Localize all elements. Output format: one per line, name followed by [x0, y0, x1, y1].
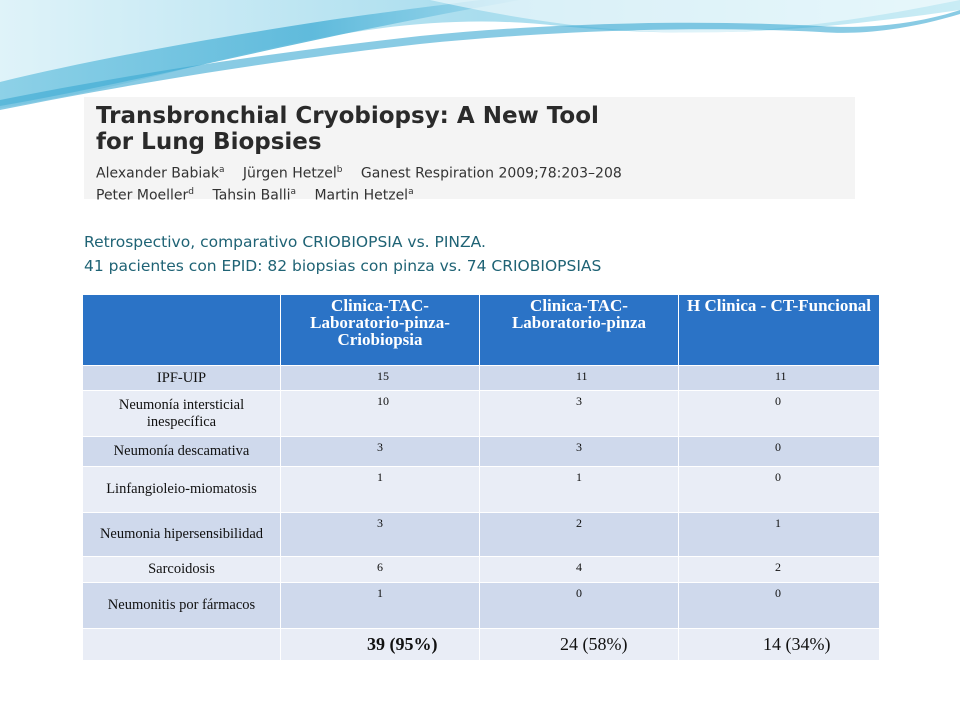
- article-header-image: [84, 97, 855, 204]
- row-label: Neumonía intersticial inespecífica: [83, 391, 281, 437]
- cell-value: 10: [281, 391, 480, 437]
- total-pinza: 24 (58%): [480, 629, 679, 661]
- cell-value: 15: [281, 366, 480, 391]
- table-row: [83, 557, 880, 583]
- row-label: Linfangioleio-miomatosis: [83, 467, 281, 513]
- header-cell-empty: [83, 295, 281, 366]
- cell-value: 2: [679, 557, 880, 583]
- author: Tahsin Balli: [212, 187, 291, 204]
- citation: Respiration 2009;78:203–208: [415, 165, 622, 182]
- row-label: Sarcoidosis: [83, 557, 281, 583]
- cell-value: 1: [281, 467, 480, 513]
- article-authors: Alexander Babiak$^a$ Jürgen Hetzel$^b$ Ganest Respiration 2009;78:203–208 Peter Moeller$^d$ Tahsin Balli$^a$ Martin Hetzel$^a$: [96, 165, 622, 204]
- cell-value: 3: [480, 437, 679, 467]
- cell-value: 1: [281, 583, 480, 629]
- cell-value: 3: [281, 513, 480, 557]
- row-label: Neumonía descamativa: [83, 437, 281, 467]
- table-row: [83, 467, 880, 513]
- cell-value: 1: [679, 513, 880, 557]
- row-label: IPF-UIP: [83, 366, 281, 391]
- header-cell-pinza: Clinica-TAC-Laboratorio-pinza: [480, 295, 679, 366]
- table-row: [83, 513, 880, 557]
- cell-value: 2: [480, 513, 679, 557]
- cell-value: 6: [281, 557, 480, 583]
- author: Ganest: [360, 165, 411, 182]
- study-description: [84, 230, 884, 278]
- row-label: Neumonitis por fármacos: [83, 583, 281, 629]
- author: Martin Hetzel: [314, 187, 409, 204]
- table-row: [83, 391, 880, 437]
- cell-value: 0: [480, 583, 679, 629]
- table-row: [83, 437, 880, 467]
- cell-value: 11: [480, 366, 679, 391]
- cell-value: 4: [480, 557, 679, 583]
- totals-row: [83, 629, 880, 661]
- intro-line-1: Retrospectivo, comparativo CRIOBIOPSIA vs. PINZA.: [84, 233, 486, 251]
- intro-line-2: 41 pacientes con EPID: 82 biopsias con pinza vs. 74 CRIOBIOPSIAS: [84, 257, 602, 275]
- cell-value: 0: [679, 391, 880, 437]
- cell-value: 1: [480, 467, 679, 513]
- author: Alexander Babiak: [96, 165, 219, 182]
- results-table: [82, 294, 880, 661]
- cell-value: 11: [679, 366, 880, 391]
- total-funcional: 14 (34%): [679, 629, 880, 661]
- article-title: Transbronchial Cryobiopsy: A New Tool for Lung Biopsies: [96, 103, 599, 155]
- cell-value: 0: [679, 437, 880, 467]
- row-label: Neumonia hipersensibilidad: [83, 513, 281, 557]
- totals-label-empty: [83, 629, 281, 661]
- header-cell-funcional: H Clinica - CT-Funcional: [679, 295, 880, 366]
- table-row: [83, 583, 880, 629]
- total-criobiopsia: 39 (95%): [281, 629, 480, 661]
- table-row: [83, 366, 880, 391]
- cell-value: 0: [679, 583, 880, 629]
- cell-value: 0: [679, 467, 880, 513]
- cell-value: 3: [281, 437, 480, 467]
- author: Jürgen Hetzel: [242, 165, 337, 182]
- header-cell-criobiopsia: Clinica-TAC-Laboratorio-pinza-Criobiopsia: [281, 295, 480, 366]
- table-header-row: [83, 295, 880, 366]
- cell-value: 3: [480, 391, 679, 437]
- author: Peter Moeller: [96, 187, 189, 204]
